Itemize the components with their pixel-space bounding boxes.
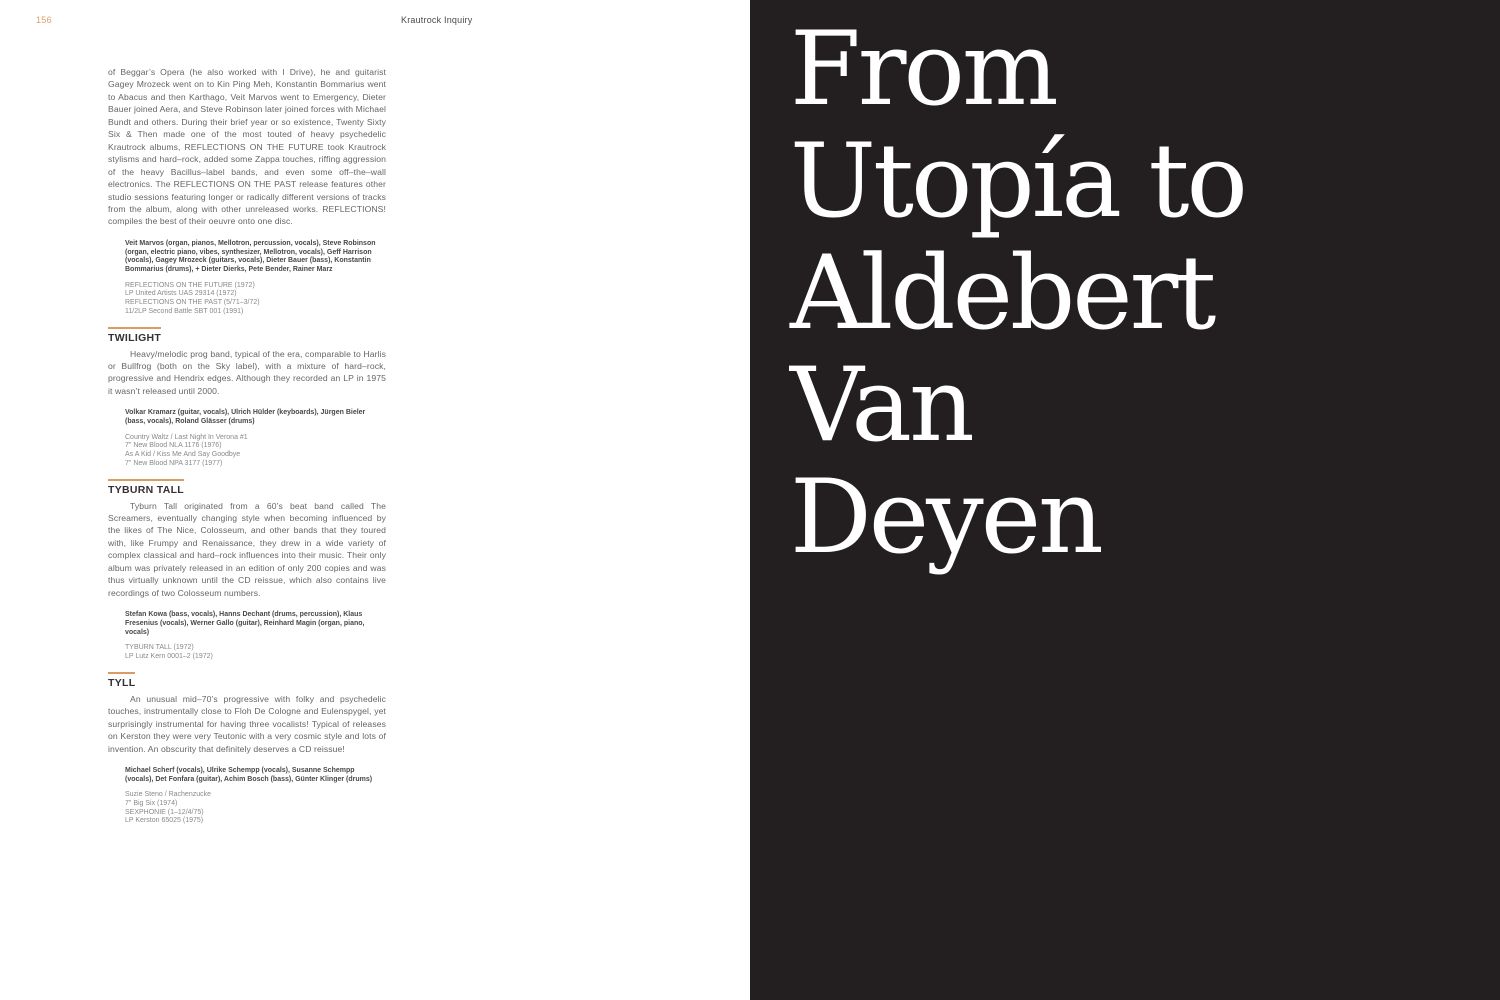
intro-discography [125,282,377,317]
section-twilight [108,327,386,346]
discography-line: Suzie Steno / Rachenzucke [125,791,211,799]
section-credits: Stefan Kowa (bass, vocals), Hanns Dechant (drums, percussion), Klaus Fresenius (vocals), Werner Gallo (guitar), Reinhard Magin (organ, piano, vocals) [125,611,365,636]
display-title-line: From [790,10,1056,129]
discography-line: Country Waltz / Last Night In Verona #1 [125,433,248,441]
text-column [108,66,386,826]
discography-line: REFLECTIONS ON THE PAST (5/71–3/72) [125,299,260,307]
display-title-line: Aldebert [790,234,1214,353]
section-body: Heavy/melodic prog band, typical of the era, comparable to Harlis or Bullfrog (both on the Sky label), with a mixture of hard–rock, progressive and Hendrix edges. Although they recorded an LP in 1975 it wasn’t released until 2000. [108,348,386,396]
section-credits: Michael Scherf (vocals), Ulrike Schempp (vocals), Susanne Schempp (vocals), Det Fonfara (guitar), Achim Bosch (bass), Günter Klinger (drums) [125,766,373,783]
discography-line: 7" New Blood NLA 1176 (1976) [125,442,222,450]
discography-line: SEXPHONIE (1–12/4/75) [125,808,204,816]
display-title-line: Utopía to [790,122,1245,241]
discography-line: LP Kerston 65025 (1975) [125,817,204,825]
running-head: Krautrock Inquiry [401,15,473,25]
section-discography [125,791,377,826]
discography-line: LP United Artists UAS 29314 (1972) [125,290,237,298]
section-discography [125,644,377,661]
intro-paragraph: of Beggar’s Opera (he also worked with I Drive), he and guitarist Gagey Mrozeck went on to Kin Ping Meh, Konstantin Bommarius went to Abacus and then Karthago, Veit Marvos went to Emergency, Dieter Bauer joined Aera, and Steve Robinson later joined forces with Michael Bundt and others. During their brief year or so existence, Twenty Sixty Six & Then made one of the most touted of heavy psychedelic Krautrock albums, REFLECTIONS ON THE FUTURE took Krautrock stylisms and hard–rock, added some Zappa touches, riffing aggression of the heavy Bacillus–label bands, and even some off–the–wall electronics. The REFLECTIONS ON THE PAST release features other studio sessions featuring longer or radically different versions of tracks from the album, along with other unreleased works. REFLECTIONS! compiles the best of their oeuvre onto one disc. [108,67,386,227]
display-title-line: Deyen [790,458,1101,577]
discography-line: LP Lutz Kern 0001–2 (1972) [125,652,213,660]
section-body: An unusual mid–70’s progressive with folky and psychedelic touches, instrumentally close to Floh De Cologne and Eulenspygel, yet surprisingly instrumental for having three vocalists! Typical of releases on Kerston they were very Teutonic with a very cosmic style and lots of invention. An obscurity that definitely deserves a CD reissue! [108,693,386,754]
page-number: 156 [36,15,52,25]
section-heading: TWILIGHT [108,327,161,344]
section-discography [125,434,377,469]
section-credits: Volkar Kramarz (guitar, vocals), Ulrich Hülder (keyboards), Jürgen Bieler (bass, vocals), Roland Glässer (drums) [125,409,366,426]
section-heading: TYBURN TALL [108,479,184,496]
discography-line: As A Kid / Kiss Me And Say Goodbye [125,451,241,459]
discography-line: 11/2LP Second Battle SBT 001 (1991) [125,307,244,315]
section-body: Tyburn Tall originated from a 60’s beat band called The Screamers, eventually changing style when becoming influenced by the likes of The Nice, Colosseum, and other bands that they toured with, like Frumpy and Renaissance, they drew in a wide variety of complex classical and hard–rock influences into their music. Their only album was privately released in an edition of only 200 copies and was thus virtually unknown until the CD reissue, which also contains live recordings of two Colosseum numbers. [108,500,386,598]
discography-line: 7" New Blood NPA 3177 (1977) [125,459,223,467]
section-tyll [108,672,386,691]
discography-line: REFLECTIONS ON THE FUTURE (1972) [125,281,255,289]
discography-line: TYBURN TALL (1972) [125,644,194,652]
discography-line: 7" Big Six (1974) [125,800,178,808]
display-title-line: Van [790,346,972,465]
intro-credits: Veit Marvos (organ, pianos, Mellotron, percussion, vocals), Steve Robinson (organ, electric piano, vibes, synthesizer, Mellotron, vocals), Geff Harrison (vocals), Gagey Mrozeck (guitars, vocals), Dieter Bauer (bass), Konstantin Bommarius (drums), + Dieter Dierks, Pete Bender, Rainer Marz [125,239,376,273]
right-page [750,0,1500,1000]
section-heading: TYLL [108,672,135,689]
display-title [790,10,1245,577]
section-tyburn-tall [108,479,386,498]
